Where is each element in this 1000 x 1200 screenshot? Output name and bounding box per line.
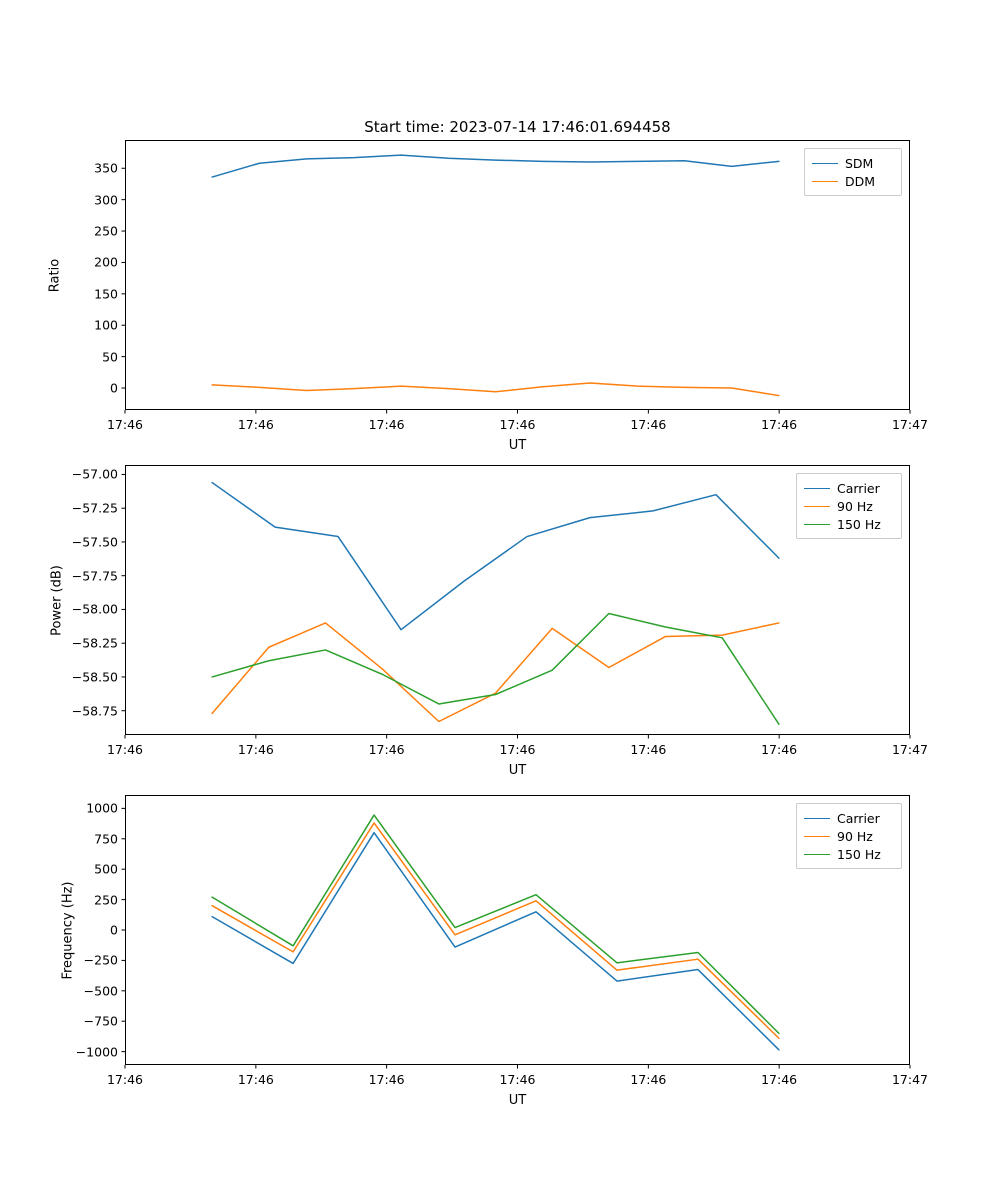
legend-item [812, 154, 894, 172]
y-tick-label: −57.75 [71, 568, 118, 584]
y-tick-label: −58.00 [71, 601, 118, 617]
legend-item [804, 827, 894, 845]
ratio-xlabel: UT [508, 438, 527, 453]
legend-label-150hz: 150 Hz [837, 516, 881, 532]
series-line [212, 823, 779, 1038]
series-line [212, 383, 779, 396]
x-tick-label: 17:46 [106, 742, 144, 757]
legend-label-ddm: DDM [845, 173, 876, 189]
y-tick-label: −57.50 [71, 534, 118, 550]
y-tick-label: −58.75 [71, 703, 118, 719]
frequency-ylabel: Frequency (Hz) [60, 881, 76, 980]
y-tick-label: 300 [94, 192, 118, 208]
x-tick-label: 17:46 [499, 1072, 536, 1087]
x-tick-label: 17:46 [237, 1072, 274, 1087]
series-line [212, 815, 779, 1033]
y-tick-label: −58.25 [71, 635, 118, 651]
series-line [212, 623, 779, 722]
y-tick-label: 250 [94, 892, 118, 908]
ratio-plot-lines [0, 0, 1000, 450]
power-ylabel: Power (dB) [49, 565, 65, 636]
frequency-panel [0, 775, 1000, 1200]
ratio-legend [804, 148, 902, 196]
x-tick-label: 17:46 [106, 417, 144, 432]
legend-swatch-90hz [804, 506, 830, 507]
y-tick-label: −500 [83, 983, 118, 999]
legend-label-carrier: Carrier [837, 480, 880, 496]
x-tick-label: 17:47 [891, 417, 929, 432]
y-tick-label: 350 [94, 160, 118, 176]
x-tick-label: 17:46 [237, 417, 274, 432]
legend-swatch-carrier [804, 488, 830, 489]
x-tick-label: 17:46 [761, 1072, 798, 1087]
x-tick-label: 17:46 [237, 742, 274, 757]
y-tick-label: −57.00 [71, 466, 118, 482]
legend-item [804, 479, 894, 497]
y-tick-label: 0 [110, 380, 118, 396]
series-line [212, 614, 779, 725]
legend-swatch-ddm [812, 181, 838, 182]
x-tick-label: 17:46 [630, 1072, 667, 1087]
x-tick-label: 17:46 [761, 742, 798, 757]
y-tick-label: 750 [94, 831, 118, 847]
legend-label-90hz: 90 Hz [837, 498, 873, 514]
y-tick-label: 250 [94, 223, 118, 239]
x-tick-label: 17:46 [368, 742, 405, 757]
figure-title: Start time: 2023-07-14 17:46:01.694458 [364, 118, 671, 136]
x-tick-label: 17:47 [891, 742, 929, 757]
x-tick-label: 17:46 [630, 742, 667, 757]
ratio-ylabel: Ratio [47, 258, 63, 293]
legend-item [804, 497, 894, 515]
x-tick-label: 17:46 [499, 417, 536, 432]
power-xlabel: UT [508, 763, 527, 778]
y-tick-label: −58.50 [71, 669, 118, 685]
legend-label-carrier: Carrier [837, 810, 880, 826]
legend-swatch-150hz [804, 524, 830, 525]
legend-label-150hz: 150 Hz [837, 846, 881, 862]
legend-item [812, 172, 894, 190]
y-tick-label: −57.25 [71, 500, 118, 516]
x-tick-label: 17:46 [368, 417, 405, 432]
y-tick-label: 500 [94, 861, 118, 877]
x-tick-label: 17:47 [891, 1072, 929, 1087]
legend-swatch-sdm [812, 163, 838, 164]
y-tick-label: 100 [94, 317, 118, 333]
y-tick-label: −250 [83, 952, 118, 968]
legend-item [804, 845, 894, 863]
power-panel [0, 450, 1000, 778]
y-tick-label: 150 [94, 286, 118, 302]
legend-swatch-90hz [804, 836, 830, 837]
frequency-legend [796, 803, 902, 869]
y-tick-label: 50 [102, 349, 118, 365]
power-legend [796, 473, 902, 539]
legend-swatch-150hz [804, 854, 830, 855]
x-tick-label: 17:46 [106, 1072, 144, 1087]
series-line [212, 833, 779, 1050]
x-tick-label: 17:46 [499, 742, 536, 757]
legend-item [804, 809, 894, 827]
legend-item [804, 515, 894, 533]
series-line [212, 483, 779, 630]
y-tick-label: 200 [94, 254, 118, 270]
ratio-panel [0, 0, 1000, 453]
series-line [212, 155, 779, 177]
legend-label-sdm: SDM [845, 155, 874, 171]
x-tick-label: 17:46 [761, 417, 798, 432]
x-tick-label: 17:46 [630, 417, 667, 432]
legend-swatch-carrier [804, 818, 830, 819]
legend-label-90hz: 90 Hz [837, 828, 873, 844]
x-tick-label: 17:46 [368, 1072, 405, 1087]
y-tick-label: −1000 [75, 1044, 118, 1060]
y-tick-label: −750 [83, 1013, 118, 1029]
y-tick-label: 0 [110, 922, 118, 938]
y-tick-label: 1000 [86, 800, 118, 816]
frequency-xlabel: UT [508, 1093, 527, 1108]
